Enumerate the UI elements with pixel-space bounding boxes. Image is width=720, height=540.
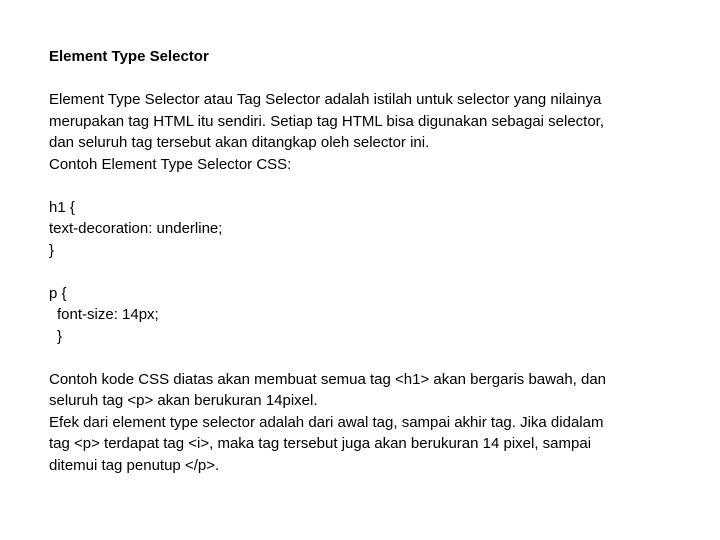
code-line: h1 { xyxy=(49,198,75,216)
text-line: seluruh tag <p> akan berukuran 14pixel. xyxy=(49,392,318,409)
code-line: } xyxy=(49,241,55,259)
code-example-h1 xyxy=(49,197,689,262)
code-example-p xyxy=(49,283,689,348)
spacer xyxy=(49,261,689,283)
code-line: font-size: 14px; xyxy=(57,306,159,323)
outro-paragraph xyxy=(49,369,689,477)
text-line: Contoh Element Type Selector CSS: xyxy=(49,155,292,173)
slide-title: Element Type Selector xyxy=(49,48,209,65)
text-line: dan seluruh tag tersebut akan ditangkap oleh selector ini. xyxy=(49,134,430,151)
text-line: ditemui tag penutup </p>. xyxy=(49,456,220,474)
spacer xyxy=(49,68,689,90)
intro-paragraph xyxy=(49,89,689,175)
slide-content xyxy=(49,46,689,476)
text-line: Element Type Selector atau Tag Selector adalah istilah untuk selector yang nilainya xyxy=(49,91,602,108)
code-line: p { xyxy=(49,284,67,302)
text-line: Efek dari element type selector adalah dari awal tag, sampai akhir tag. Jika didalam xyxy=(49,413,604,431)
code-line: } xyxy=(57,327,63,345)
spacer xyxy=(49,175,689,197)
code-line: text-decoration: underline; xyxy=(49,220,223,237)
spacer xyxy=(49,347,689,369)
text-line: Contoh kode CSS diatas akan membuat semua tag <h1> akan bergaris bawah, dan xyxy=(49,370,607,388)
text-line: tag <p> terdapat tag <i>, maka tag tersebut juga akan berukuran 14 pixel, sampai xyxy=(49,435,592,452)
text-line: merupakan tag HTML itu sendiri. Setiap tag HTML bisa digunakan sebagai selector, xyxy=(49,112,605,130)
